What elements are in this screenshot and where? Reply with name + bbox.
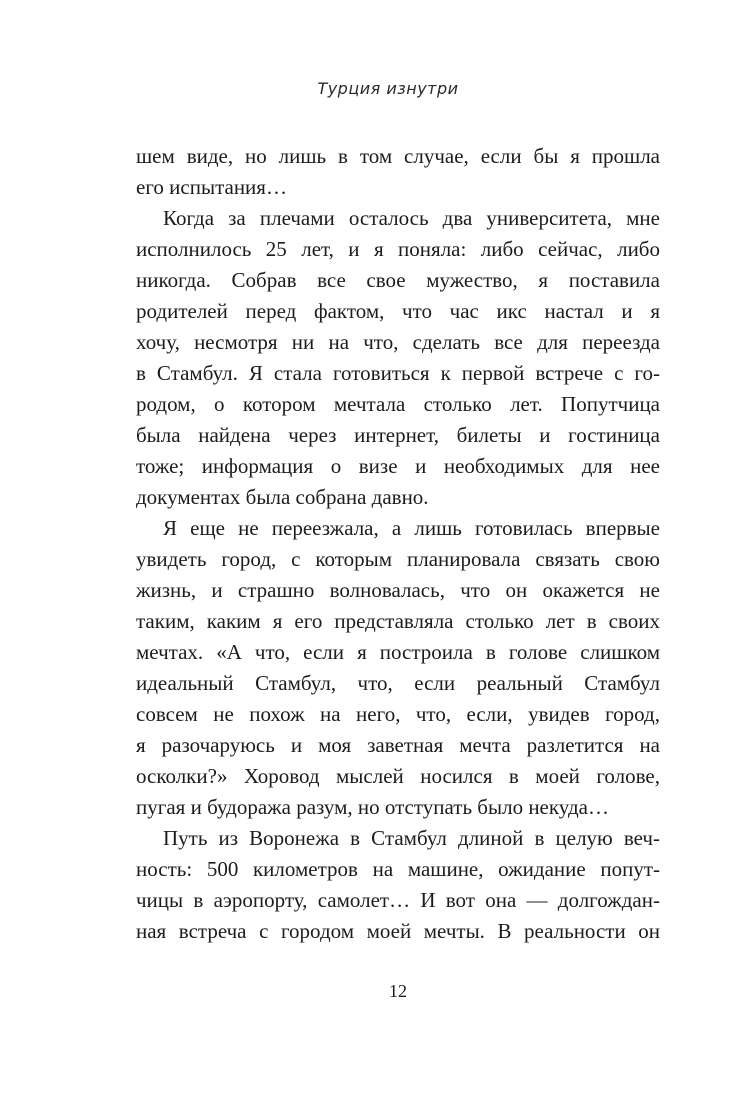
text-line: ная встреча с городом моей мечты. В реальности он (136, 919, 660, 943)
text-line: таким, каким я его представляла столько лет в своих (136, 609, 660, 633)
text-line: родом, о котором мечтала столько лет. Попутчица (136, 392, 660, 416)
body-text (136, 141, 660, 947)
text-line: никогда. Собрав все свое мужество, я поставила (136, 268, 660, 292)
page-number: 12 (389, 981, 407, 1001)
text-line: исполнилось 25 лет, и я поняла: либо сейчас, либо (136, 237, 660, 261)
text-line: жизнь, и страшно волновалась, что он окажется не (136, 578, 660, 602)
text-line: в Стамбул. Я стала готовиться к первой встрече с го- (136, 361, 660, 385)
text-line: шем виде, но лишь в том случае, если бы я прошла (136, 144, 660, 168)
paragraph (136, 141, 660, 203)
text-line: пугая и будоража разум, но отступать было некуда… (136, 795, 609, 819)
text-line: совсем не похож на него, что, если, увидев город, (136, 702, 660, 726)
paragraph (136, 823, 660, 947)
text-line: тоже; информация о визе и необходимых для нее (136, 454, 660, 478)
text-line: увидеть город, с которым планировала связать свою (136, 547, 660, 571)
text-line: ность: 500 километров на машине, ожидание попут- (136, 857, 660, 881)
text-line: его испытания… (136, 175, 287, 199)
text-line: родителей перед фактом, что час икс настал и я (136, 299, 660, 323)
text-line: осколки?» Хоровод мыслей носился в моей голове, (136, 764, 660, 788)
paragraph (136, 203, 660, 513)
text-line: была найдена через интернет, билеты и гостиница (136, 423, 660, 447)
text-line: документах была собрана давно. (136, 485, 429, 509)
text-line: хочу, несмотря ни на что, сделать все для переезда (136, 330, 660, 354)
running-header: Турция изнутри (317, 79, 459, 98)
text-line: идеальный Стамбул, что, если реальный Стамбул (136, 671, 660, 695)
text-line: чицы в аэропорту, самолет… И вот она — долгождан- (136, 888, 660, 912)
text-line: я разочаруюсь и моя заветная мечта разлетится на (136, 733, 660, 757)
text-line: Когда за плечами осталось два университета, мне (163, 206, 660, 230)
text-line: Я еще не переезжала, а лишь готовилась впервые (163, 516, 660, 540)
text-line: мечтах. «А что, если я построила в голове слишком (136, 640, 660, 664)
text-line: Путь из Воронежа в Стамбул длиной в целую веч- (163, 826, 660, 850)
paragraph (136, 513, 660, 823)
